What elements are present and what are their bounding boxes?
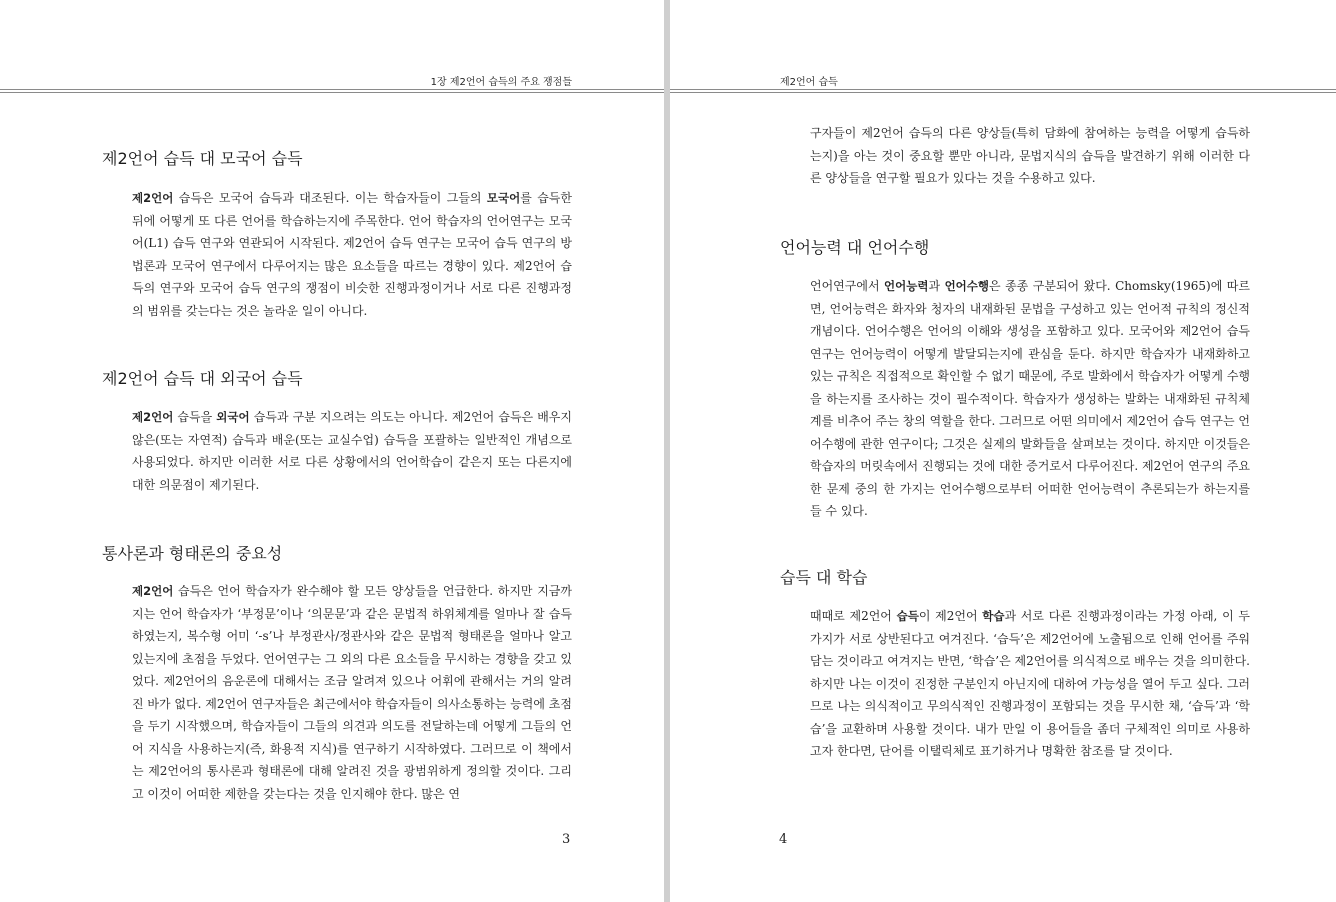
paragraph-continued xyxy=(810,122,1250,190)
paragraph-l1-vs-l2 xyxy=(132,187,572,322)
section-heading-syntax-morphology: 통사론과 형태론의 중요성 xyxy=(102,544,283,563)
left-page xyxy=(0,0,664,902)
text-run: 때때로 제2언어 xyxy=(810,609,897,623)
header-rule-right xyxy=(670,89,1336,93)
page-number-right: 4 xyxy=(779,832,788,847)
text-run: 습득은 언어 학습자가 완수해야 할 모든 양상들을 언급한다. 하지만 지금까지는 언어 학습자가 ‘부정문’이나 ‘의문문’과 같은 문법적 하위체계를 얼마나 잘 습득하였는지, 복수형 어미 ‘-s’나 부정관사/정관사와 같은 문법적 형태론을 얼마나 알고 있는지에 초점을 두었다. 언어연구는 그 외의 다른 요소들을 무시하는 경향을 갖고 있었다. 제2언어의 음운론에 대해서는 조금 알려져 있으나 어휘에 관해서는 거의 알려진 바가 없다. 제2언어 연구자들은 최근에서야 학습자들이 의사소통하는 능력에 초점을 두기 시작했으며, 학습자들이 그들의 의견과 의도를 전달하는데 어떻게 그들의 언어 지식을 사용하는지(즉, 화용적 지식)를 연구하기 시작하였다. 그러므로 이 책에서는 제2언어의 통사론과 형태론에 대해 알려진 것을 광범위하게 정의할 것이다. 그리고 이것이 어떠한 제한을 갖는다는 것을 인지해야 한다. 많은 연 xyxy=(132,584,572,801)
page-number-left: 3 xyxy=(562,832,571,847)
text-run: 은 종종 구분되어 왔다. Chomsky(1965)에 따르면, 언어능력은 화자와 청자의 내재화된 문법을 구성하고 있는 언어적 규칙의 정신적 개념이다. 언어수행은 언어의 이해와 생성을 포함하고 있다. 모국어와 제2언어 습득 연구는 언어능력이 어떻게 발달되는지에 관심을 둔다. 하지만 학습자가 내재화하고 있는 규칙은 직접적으로 확인할 수 없기 때문에, 주로 발화에서 학습자가 어떻게 수행을 하는지를 조사하는 것이 필수적이다. 학습자가 생성하는 발화는 내재화된 규칙체계를 비추어 주는 창의 역할을 한다. 그러므로 어떤 의미에서 제2언어 습득 연구는 언어수행에 관한 연구이다; 그것은 실제의 발화들을 살펴보는 것이다. 하지만 이것들은 학습자의 머릿속에서 진행되는 것에 대한 증거로서 다루어진다. 제2언어 연구의 주요한 문제 중의 한 가지는 언어수행으로부터 어떠한 언어능력이 추론되는가 하는지를 들 수 있다. xyxy=(810,279,1250,518)
running-head-left: 1장 제2언어 습득의 주요 쟁점들 xyxy=(430,77,572,88)
text-run: 를 습득한 뒤에 어떻게 또 다른 언어를 학습하는지에 주목한다. 언어 학습자의 언어연구는 모국어(L1) 습득 연구와 연관되어 시작된다. 제2언어 습득 연구는 모국어 습득 연구의 방법론과 모국어 연구에서 다루어지는 많은 요소들을 따르는 경향이 있다. 제2언어 습득의 연구와 모국어 습득 연구의 쟁점이 비슷한 진행과정이거나 서로 다른 진행과정의 범위를 갖는다는 것은 놀라운 일이 아니다. xyxy=(132,191,572,318)
section-heading-l1-vs-l2: 제2언어 습득 대 모국어 습득 xyxy=(102,149,303,168)
paragraph-sla-vs-fla xyxy=(132,406,572,496)
text-run: 이 제2언어 xyxy=(918,609,983,623)
text-run: 과 서로 다른 진행과정이라는 가정 아래, 이 두 가지가 서로 상반된다고 여겨진다. ‘습득’은 제2언어에 노출됨으로 인해 언어를 주워 담는 것이라고 여겨지는 반면, ‘학습’은 제2언어를 의식적으로 배우는 것을 의미한다. 하지만 나는 이것이 진정한 구분인지 아닌지에 대하여 가능성을 열어 두고 싶다. 그러므로 나는 의식적이고 무의식적인 진행과정이 포함되는 것을 무시한 채, ‘습득’과 ‘학습’을 교환하며 사용할 것이다. 내가 만일 이 용어들을 좀더 구체적인 의미로 사용하고자 한다면, 단어를 이탤릭체로 표기하거나 명확한 참조를 달 것이다. xyxy=(810,609,1250,758)
text-run: 과 xyxy=(928,279,945,293)
right-page xyxy=(670,0,1336,902)
header-rule-left xyxy=(0,89,664,93)
bold-term: 제2언어 xyxy=(132,191,174,205)
text-run: 습득을 xyxy=(173,410,217,424)
bold-term: 모국어 xyxy=(486,191,521,205)
bold-term: 언어수행 xyxy=(944,279,990,293)
bold-term: 외국어 xyxy=(216,410,250,424)
paragraph-competence-performance xyxy=(810,275,1250,523)
section-heading-acquisition-learning: 습득 대 학습 xyxy=(780,568,868,587)
paragraph-syntax-morphology xyxy=(132,580,572,805)
section-heading-competence-performance: 언어능력 대 언어수행 xyxy=(780,238,930,257)
bold-term: 습득 xyxy=(896,609,919,623)
bold-term: 제2언어 xyxy=(132,410,174,424)
paragraph-acquisition-learning xyxy=(810,605,1250,763)
bold-term: 학습 xyxy=(982,609,1005,623)
section-heading-sla-vs-fla: 제2언어 습득 대 외국어 습득 xyxy=(102,369,303,388)
bold-term: 제2언어 xyxy=(132,584,174,598)
text-run: 언어연구에서 xyxy=(810,279,885,293)
text-run: 습득은 모국어 습득과 대조된다. 이는 학습자들이 그들의 xyxy=(173,191,487,205)
running-head-right: 제2언어 습득 xyxy=(780,77,838,88)
text-run: 구자들이 제2언어 습득의 다른 양상들(특히 담화에 참여하는 능력을 어떻게 습득하는지)을 아는 것이 중요할 뿐만 아니라, 문법지식의 습득을 발견하기 위해 이러한 다른 양상들을 연구할 필요가 있다는 것을 수용하고 있다. xyxy=(810,126,1250,185)
bold-term: 언어능력 xyxy=(884,279,929,293)
text-run: 습득과 구분 지으려는 의도는 아니다. 제2언어 습득은 배우지 않은(또는 자연적) 습득과 배운(또는 교실수업) 습득을 포괄하는 일반적인 개념으로 사용되었다. 하지만 이러한 서로 다른 상황에서의 언어학습이 같은지 또는 다른지에 대한 의문점이 제기된다. xyxy=(132,410,572,492)
